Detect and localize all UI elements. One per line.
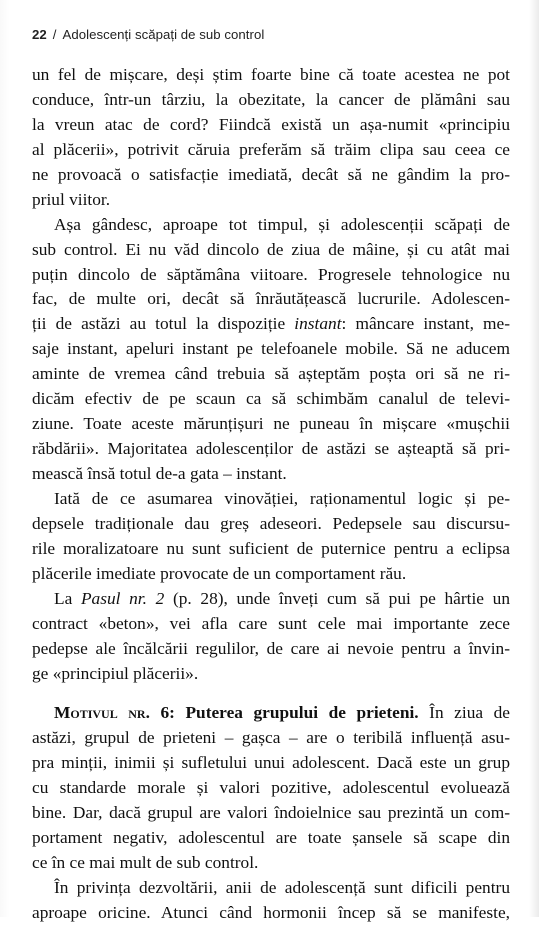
page-edge-shadow — [529, 0, 539, 917]
paragraph-4 — [32, 587, 510, 687]
page-body-text — [32, 63, 510, 926]
text-fragment: (p. 28), unde înveți cum să pui pe hârtie un — [164, 588, 510, 608]
text-line: depsele tradiționale dau greș adeseori. Pedepsele sau discursu- — [32, 513, 510, 533]
italic-reference: Pasul nr. 2 — [80, 588, 165, 608]
text-line: conduce, într-un târziu, la obezitate, la cancer de plămâni sau — [32, 89, 510, 109]
text-line-with-italic — [32, 312, 510, 337]
text-line: pra minții, inimii și sufletului unui adolescent. Dacă este un grup — [32, 753, 510, 773]
text-line: aproape oricine. Atunci când hormonii încep să se manifeste, — [32, 902, 510, 922]
text-line: rile moralizatoare nu sunt suficient de puternice pentru a eclipsa — [32, 538, 510, 558]
section-title: Puterea grupului de prieteni. — [174, 703, 419, 723]
text-line: fac, de multe ori, decât să înrăutățească lucrurile. Adolescen- — [32, 289, 510, 309]
text-line: un fel de mișcare, deși știm foarte bine că toate acestea ne pot — [32, 65, 510, 84]
paragraph-6 — [32, 876, 510, 926]
paragraph-2 — [32, 213, 510, 487]
text-line: saje instant, apeluri instant pe telefoanele mobile. Să ne aducem — [32, 339, 510, 359]
text-line: ne provoacă o satisfacție imediată, decât să ne gândim la pro- — [32, 164, 510, 184]
text-line: răbdării». Majoritatea adolescenților de astăzi se așteaptă să pri- — [32, 439, 510, 459]
text-line: Așa gândesc, aproape tot timpul, și adolescenții scăpați de — [54, 214, 510, 234]
paragraph-3 — [32, 487, 510, 587]
text-line: dicăm efectiv de pe scaun ca să schimbăm canalul de televi- — [32, 389, 510, 409]
text-line: contract «beton», vei afla care sunt cele mai importante zece — [32, 613, 510, 633]
text-line: bine. Dar, dacă grupul are valori îndoielnice sau prezintă un com- — [32, 803, 510, 823]
text-fragment: ții de astăzi au totul la dispoziție — [32, 314, 295, 334]
text-line: cu standarde morale și valori pozitive, adolescentul evoluează — [32, 778, 510, 798]
italic-term-instant: instant — [294, 314, 342, 334]
section-gap — [32, 686, 510, 701]
text-fragment: La — [54, 588, 81, 608]
page-number: 22 — [32, 27, 47, 42]
text-line: ge «principiul plăcerii». — [32, 663, 199, 683]
text-line-with-italic — [32, 587, 510, 612]
text-fragment: În ziua de — [418, 703, 510, 723]
text-line: ziune. Toate aceste mărunțișuri ne puneau în mișcare «mușchii — [32, 414, 510, 434]
text-line: puțin dincolo de săptămâna viitoare. Progresele tehnologice nu — [32, 264, 510, 284]
text-line: al plăcerii», potrivit căruia preferăm să trăim clipa sau ceea ce — [32, 139, 510, 159]
section-label: Motivul nr. 6: — [54, 703, 175, 723]
text-line: aminte de vremea când trebuia să așteptăm poșta ori să ne ri- — [32, 364, 510, 384]
text-line: astăzi, grupul de prieteni – gașca – are o teribilă influență asu- — [32, 728, 510, 748]
text-line: Iată de ce asumarea vinovăției, raționamentul logic și pe- — [54, 488, 510, 508]
text-line: la vreun atac de cord? Fiindcă există un așa-numit «principiu — [32, 114, 510, 134]
running-header — [32, 27, 502, 45]
running-title: Adolescenți scăpați de sub control — [62, 27, 265, 42]
text-line: sub control. Ei nu văd dincolo de ziua de mâine, și cu atât mai — [32, 239, 510, 259]
text-fragment: : mâncare instant, me- — [341, 314, 510, 334]
text-line: portament negativ, adolescentul are toate șansele să scape din — [32, 828, 510, 848]
header-separator: / — [52, 27, 57, 42]
text-line: pedepse ale încălcării regulilor, de care ai nevoie pentru a învin- — [32, 638, 510, 658]
paragraph-5-section — [32, 701, 510, 876]
text-line: ce în ce mai mult de sub control. — [32, 853, 259, 873]
text-line: plăcerile imediate provocate de un comportament rău. — [32, 563, 407, 583]
section-heading-line — [32, 701, 510, 726]
text-line: În privința dezvoltării, anii de adolescență sunt dificili pentru — [54, 878, 510, 897]
paragraph-1 — [32, 63, 510, 213]
text-line: priul viitor. — [32, 189, 111, 209]
text-line: mească însă totul de-a gata – instant. — [32, 464, 287, 483]
